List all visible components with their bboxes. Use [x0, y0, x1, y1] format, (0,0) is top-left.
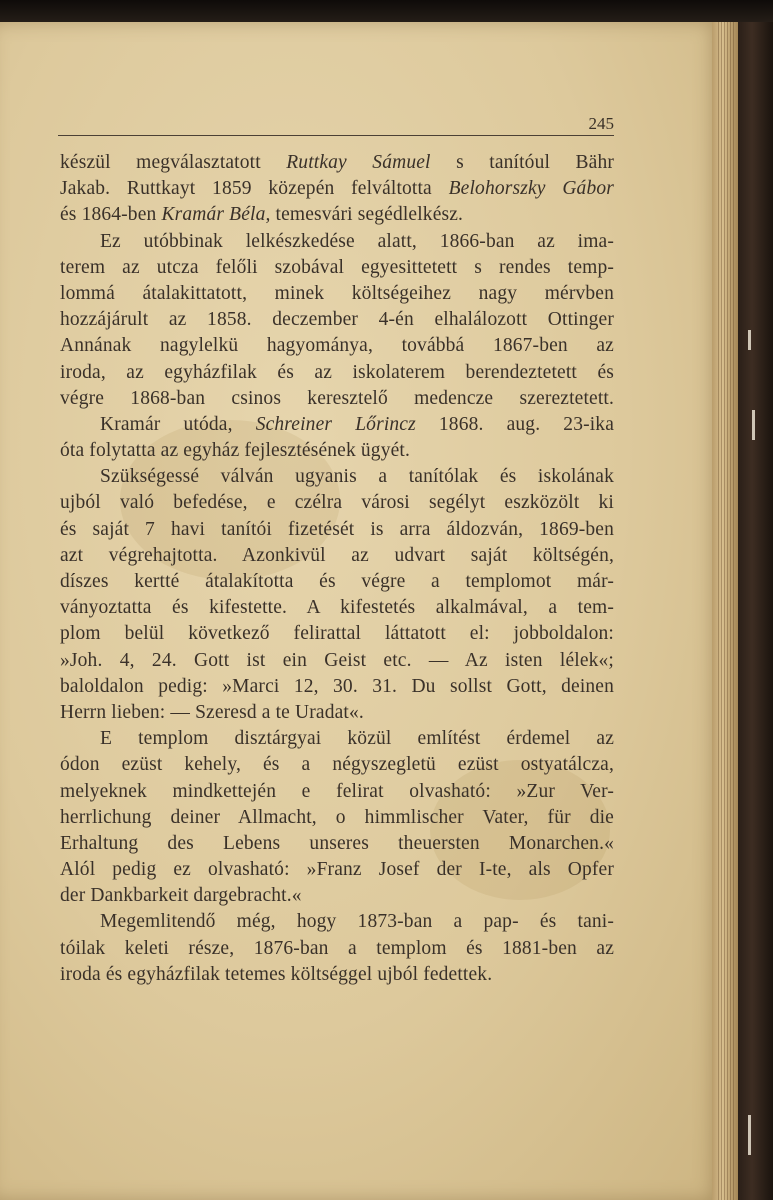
text-run: hozzájárult az 1858. deczember 4-én elhalálozott Ottinger [60, 309, 614, 331]
paragraph [60, 726, 614, 909]
text-line [60, 648, 614, 674]
text-line [60, 779, 614, 805]
text-run: végre 1868-ban csinos keresztelő medencze szereztetett. [60, 387, 614, 409]
text-line [60, 674, 614, 700]
text-run: plom belül következő felirattal láttatott el: jobboldalon: [60, 623, 614, 645]
text-line [60, 543, 614, 569]
text-run: Ez utóbbinak lelkészkedése alatt, 1866-ban az ima- [100, 230, 614, 252]
text-line [60, 909, 614, 935]
text-run: iroda, az egyházfilak és az iskolaterem berendeztetett és [60, 361, 614, 383]
italic-name: Schreiner Lőrincz [255, 413, 416, 435]
spine-mark [748, 330, 751, 350]
text-line [60, 150, 614, 176]
italic-name: Kramár Béla, [161, 204, 271, 226]
text-run: der Dankbarkeit dargebracht.« [60, 885, 302, 907]
text-line [60, 202, 614, 228]
text-line [60, 621, 614, 647]
paragraph [60, 412, 614, 464]
text-run: Annának nagylelkü hagyománya, továbbá 1867-ben az [60, 335, 614, 357]
spine-mark [748, 1115, 751, 1155]
text-run: melyeknek mindkettején e felirat olvasható: »Zur Ver- [60, 780, 614, 802]
italic-name: Belohorszky Gábor [448, 178, 614, 200]
spine-mark [752, 410, 755, 440]
text-run: díszes kertté átalakította és végre a templomot már- [60, 571, 614, 592]
text-run: »Joh. 4, 24. Gott ist ein Geist etc. — Az isten lélek«; [60, 649, 614, 671]
text-run: herrlichung deiner Allmacht, o himmlischer Vater, für die [60, 806, 614, 828]
italic-name: Ruttkay Sámuel [286, 152, 431, 173]
text-line [60, 883, 614, 909]
text-run: baloldalon pedig: »Marci 12, 30. 31. Du sollst Gott, deinen [60, 675, 614, 697]
text-line [60, 857, 614, 883]
text-line [60, 936, 614, 962]
text-run: Szükségessé válván ugyanis a tanítólak és iskolának [100, 466, 614, 488]
text-line [60, 255, 614, 281]
text-line [60, 307, 614, 333]
text-line [60, 229, 614, 255]
body-text [60, 150, 614, 988]
text-line [60, 412, 614, 438]
text-run: Jakab. Ruttkayt 1859 közepén felváltotta [60, 178, 449, 200]
text-run: ványoztatta és kifestette. A kifestetés alkalmával, a tem- [60, 597, 614, 619]
text-run: óta folytatta az egyház fejlesztésének ügyét. [60, 440, 410, 462]
text-line [60, 700, 614, 726]
text-line [60, 569, 614, 595]
text-line [60, 831, 614, 857]
text-run: Erhaltung des Lebens unseres theuersten Monarchen.« [60, 832, 614, 854]
text-line [60, 333, 614, 359]
paragraph [60, 909, 614, 988]
text-line [60, 962, 614, 988]
text-line [60, 595, 614, 621]
text-line [60, 281, 614, 307]
text-line [60, 438, 614, 464]
text-run: temesvári segédlelkész. [270, 204, 464, 226]
text-run: és saját 7 havi tanítói fizetését is arra áldozván, 1869-ben [60, 518, 614, 540]
text-run: tóilak keleti része, 1876-ban a templom és 1881-ben az [60, 937, 614, 959]
text-run: és 1864-ben [60, 204, 162, 226]
text-run: s tanítóul Bähr [430, 152, 615, 173]
text-run: ujból való befedése, e czélra városi segélyt eszközölt ki [60, 492, 614, 514]
text-line [60, 360, 614, 386]
text-run: Megemlitendő még, hogy 1873-ban a pap- és tani- [100, 911, 614, 933]
text-run: Herrn lieben: — Szeresd a te Uradat«. [60, 701, 364, 723]
text-run: terem az utcza felőli szobával egyesittetett s rendes temp- [60, 256, 614, 278]
text-run: ódon ezüst kehely, és a négyszegletü ezüst ostyatálcza, [60, 754, 614, 776]
text-run: lommá átalakittatott, minek költségeihez nagy mérvben [60, 282, 614, 304]
paragraph [60, 229, 614, 412]
book-spine [738, 22, 773, 1200]
text-line [60, 805, 614, 831]
paragraph [60, 150, 614, 229]
page-number: 245 [588, 114, 614, 133]
text-run: iroda és egyházfilak tetemes költséggel ujból fedettek. [60, 963, 493, 985]
text-line [60, 490, 614, 516]
text-line [60, 517, 614, 543]
text-line [60, 176, 614, 202]
text-run: készül megválasztatott [60, 152, 287, 173]
text-run: Alól pedig ez olvasható: »Franz Josef der I-te, als Opfer [60, 859, 614, 881]
paragraph [60, 464, 614, 726]
header-rule [58, 135, 614, 136]
text-line [60, 464, 614, 490]
text-run: 1868. aug. 23-ika [415, 413, 615, 435]
text-line [60, 726, 614, 752]
text-line [60, 752, 614, 778]
text-run: azt végrehajtotta. Azonkivül az udvart saját költségén, [60, 544, 614, 566]
text-run: E templom disztárgyai közül említést érdemel az [100, 728, 614, 750]
text-run: Kramár utóda, [100, 413, 256, 435]
text-line [60, 386, 614, 412]
page-stack-lines [718, 22, 734, 1200]
